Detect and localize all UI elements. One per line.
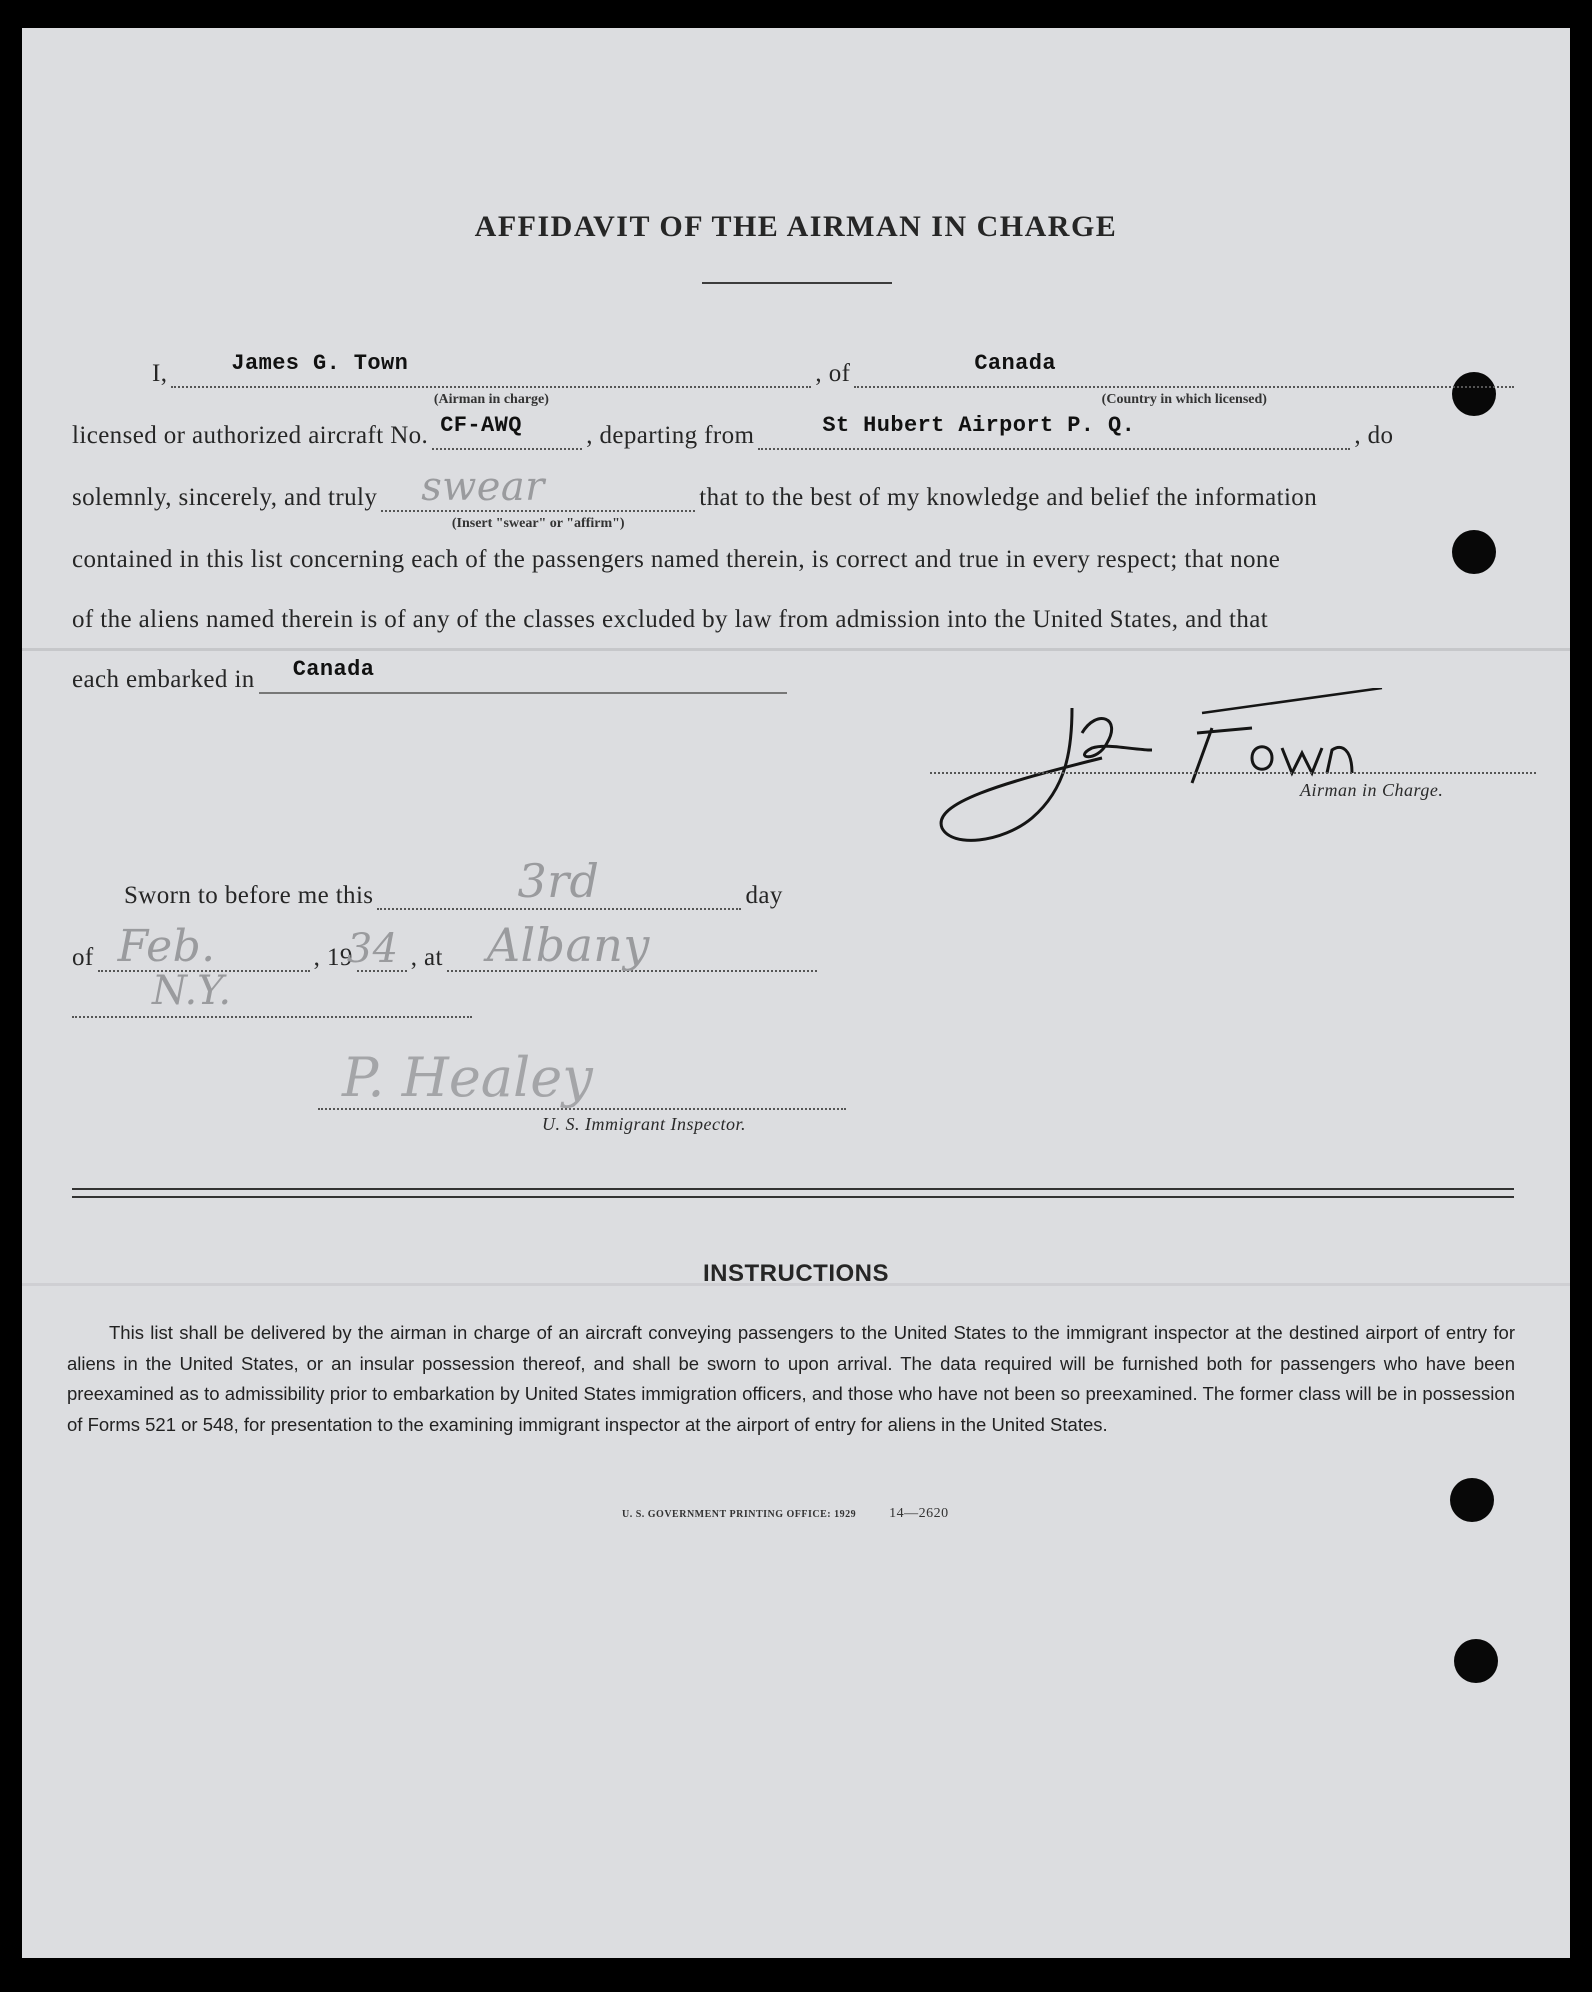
oath-field: [381, 464, 695, 531]
document-page: [22, 28, 1570, 1958]
country-caption: (Country in which licensed): [1101, 392, 1267, 407]
sworn-day-field: [377, 854, 741, 910]
departure-field: [758, 412, 1350, 450]
sworn-line: [124, 854, 924, 910]
departure-value: St Hubert Airport P. Q.: [822, 413, 1136, 438]
airman-name-value: James G. Town: [231, 351, 409, 376]
sworn-month-field: [98, 921, 310, 972]
sworn-place-line2-handwriting: N.Y.: [152, 968, 232, 1014]
sworn-year-prefix: , 19: [313, 944, 353, 971]
sworn-place-handwriting: Albany: [486, 918, 650, 972]
oath-handwriting: swear: [421, 464, 545, 510]
aircraft-number-value: CF-AWQ: [440, 413, 522, 438]
affidavit-line-3: [72, 464, 1522, 531]
sworn-year-handwriting: 34: [346, 926, 399, 972]
line3-prefix: solemnly, sincerely, and truly: [72, 484, 378, 511]
sworn-of: of: [72, 944, 94, 971]
aircraft-number-field: [432, 412, 582, 450]
embark-place-value: Canada: [292, 657, 375, 682]
inspector-signature-line: [318, 1108, 846, 1110]
affidavit-line-2: [72, 406, 1522, 450]
sworn-at: , at: [410, 944, 443, 971]
form-number: 14—2620: [889, 1506, 949, 1521]
sworn-month-handwriting: Feb.: [117, 921, 216, 972]
line2-suffix: , do: [1354, 422, 1394, 449]
printing-office: U. S. GOVERNMENT PRINTING OFFICE: 1929: [622, 1509, 857, 1520]
sworn-day-word: day: [745, 882, 783, 909]
printing-footer: [622, 1506, 949, 1522]
airman-name-field: [171, 350, 811, 407]
instructions-title: INSTRUCTIONS: [703, 1260, 889, 1287]
sworn-prefix: Sworn to before me this: [124, 882, 374, 909]
line1-prefix: I,: [152, 360, 168, 387]
line2-middle: , departing from: [586, 422, 755, 449]
line1-of: , of: [815, 360, 851, 387]
line2-prefix: licensed or authorized aircraft No.: [72, 422, 429, 449]
country-value: Canada: [974, 351, 1056, 376]
instructions-text: This list shall be delivered by the airman in charge of an aircraft conveying passengers to the United States to the immigrant inspector at the destined airport of entry for aliens in the United States, or an insular possession thereof, and shall be sworn to upon arrival. The data required will be furnished both for passengers who have been preexamined as to admissibility prior to embarkation by United States immigration officers, and those who have not been so preexamined. The former class will be in possession of Forms 521 or 548, for presentation to the examining immigrant inspector at the airport of entry for aliens in the United States.: [67, 1322, 1515, 1435]
line5-text: of the aliens named therein is of any of the classes excluded by law from admission into the United States, and that: [72, 606, 1269, 633]
oath-caption: (Insert "swear" or "affirm"): [451, 516, 625, 531]
inspector-signature: P. Healey: [342, 1046, 593, 1109]
punch-hole-icon: [1450, 1478, 1494, 1522]
airman-name-caption: (Airman in charge): [433, 392, 549, 407]
form-title: AFFIDAVIT OF THE AIRMAN IN CHARGE: [474, 210, 1118, 243]
sworn-year-field: [346, 926, 407, 972]
section-divider: [72, 1196, 1514, 1198]
sworn-day-handwriting: 3rd: [517, 854, 600, 908]
punch-hole-icon: [1454, 1639, 1498, 1683]
airman-signature-caption: Airman in Charge.: [1300, 780, 1444, 800]
line4-text: contained in this list concerning each of the passengers named therein, is correct and true in every respect; that none: [72, 546, 1281, 573]
sworn-place-line-2: [72, 1016, 472, 1018]
title-rule: [702, 282, 892, 284]
sworn-date-line: [72, 918, 892, 972]
sworn-place-field: [447, 918, 817, 972]
affidavit-line-1: [72, 344, 1522, 407]
country-field: [854, 350, 1514, 407]
inspector-signature-caption: U. S. Immigrant Inspector.: [542, 1114, 746, 1134]
line3-suffix: that to the best of my knowledge and belief the information: [699, 484, 1318, 511]
affidavit-line-5: [72, 590, 1522, 634]
airman-signature-line: [930, 772, 1536, 774]
section-divider: [72, 1188, 1514, 1190]
embark-place-field: [259, 656, 787, 694]
affidavit-line-4: [72, 530, 1522, 574]
line6-prefix: each embarked in: [72, 666, 255, 693]
airman-signature: [922, 688, 1442, 868]
